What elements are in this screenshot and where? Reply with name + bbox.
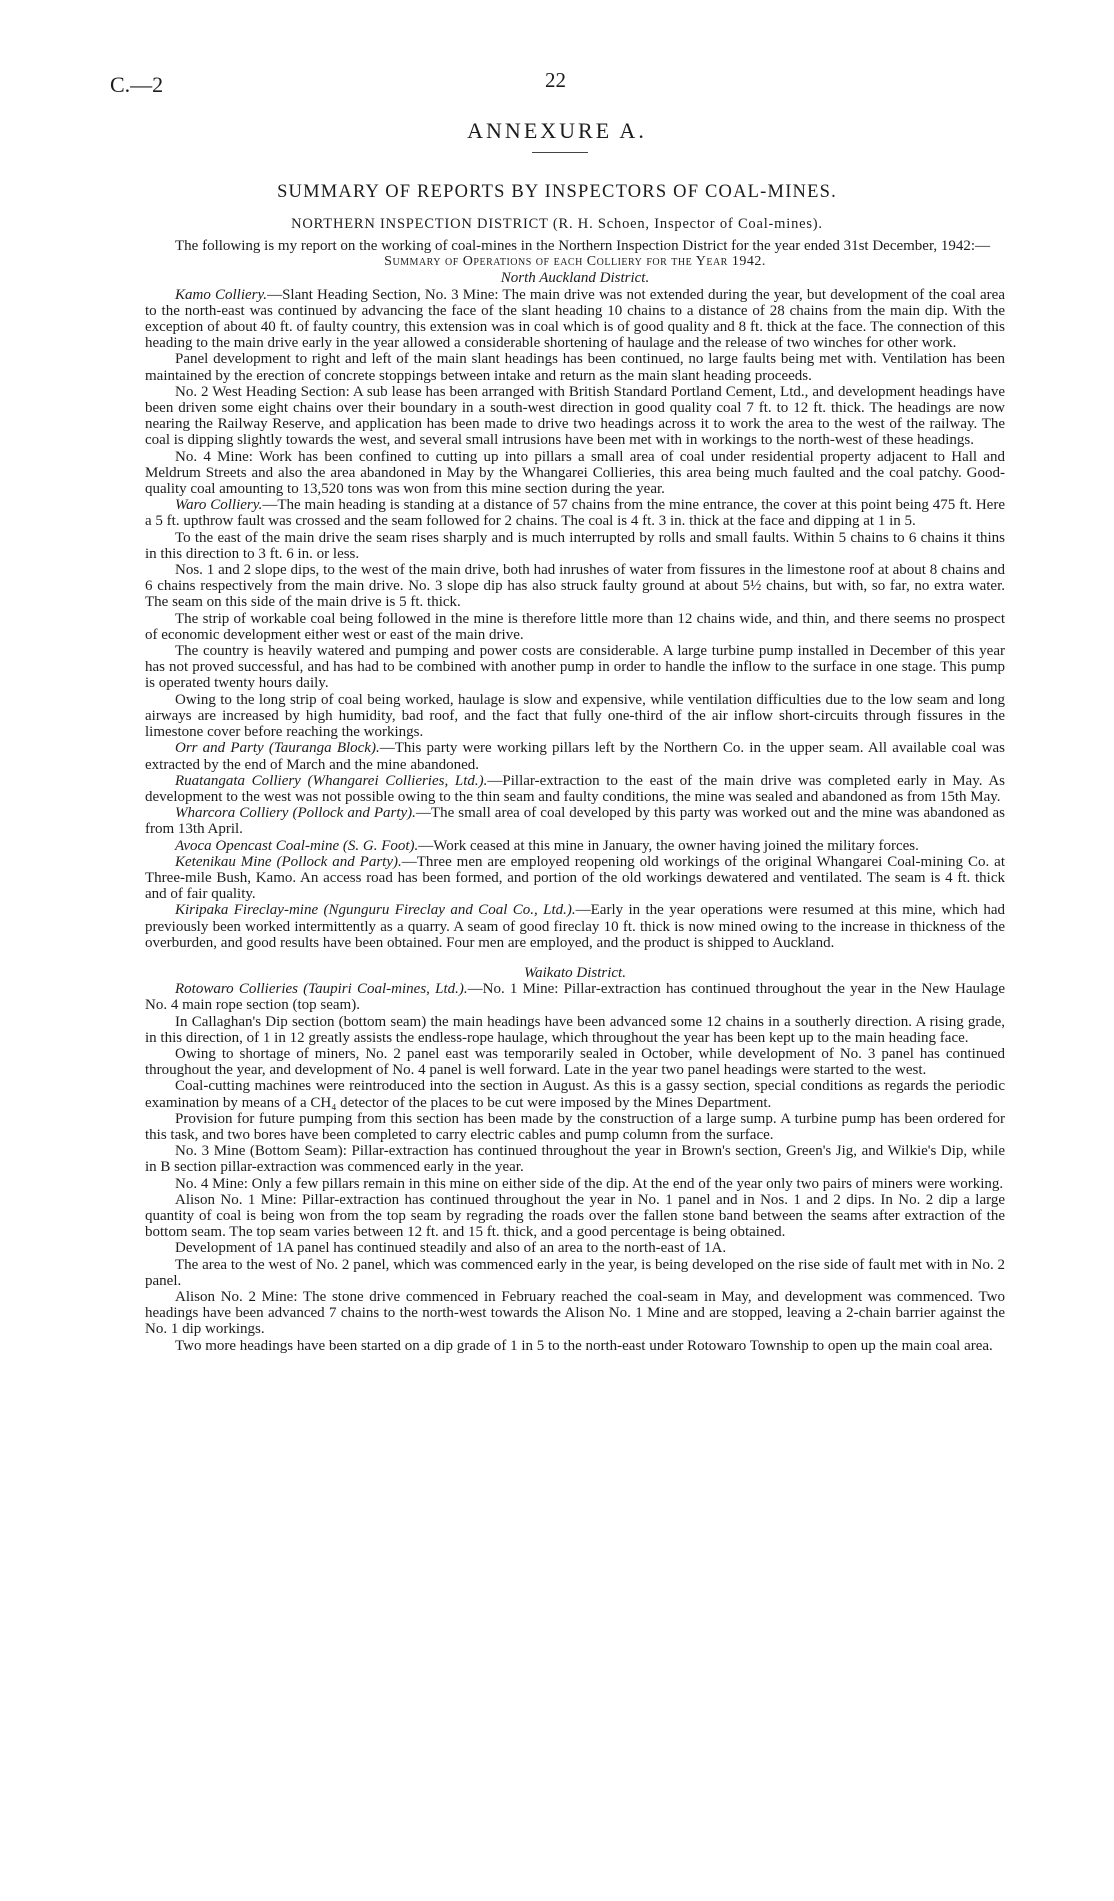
report-body (145, 238, 1005, 1354)
paragraph-text: —Three men are employed reopening old workings of the original Whangarei Coal-mining Co. at Three-mile Bush, Kamo. An access road has been formed, and portion of the old workings dewatered and ventilated. The seam is 4 ft. thick and of fair quality. (145, 853, 1005, 903)
colliery-name: Rotowaro Collieries (Taupiri Coal-mines, Ltd.). (175, 981, 468, 998)
report-paragraph (145, 1046, 1005, 1078)
intro-paragraph: The following is my report on the working of coal-mines in the Northern Inspection District for the year ended 31st December, 1942:— (175, 238, 991, 254)
document-reference: C.—2 (110, 72, 164, 97)
report-paragraph (145, 692, 1005, 741)
district-heading: NORTHERN INSPECTION DISTRICT (R. H. Schoen, Inspector of Coal-mines). (291, 216, 823, 232)
report-paragraph (145, 562, 1005, 611)
colliery-name: Waro Colliery. (175, 497, 263, 514)
report-paragraph (145, 611, 1005, 643)
report-paragraph (145, 1143, 1005, 1175)
colliery-name: Orr and Party (Tauranga Block). (175, 740, 380, 757)
paragraph-text: No. 4 Mine: Only a few pillars remain in this mine on either side of the dip. At the end of the year only two pairs of miners were working. (175, 1175, 1004, 1192)
paragraph-text: Nos. 1 and 2 slope dips, to the west of the main drive, both had inrushes of water from fissures in the limestone roof at about 8 chains and 6 chains respectively from the main drive. No. 3 slope dip has also struck faulty ground at about 5½ chains, but with, so far, no extra water. The seam on this side of the main drive is 5 ft. thick. (145, 562, 1005, 611)
colliery-name: Ruatangata Colliery (Whangarei Collieries, Ltd.). (175, 772, 488, 789)
report-paragraph (145, 1192, 1005, 1241)
report-paragraph (145, 530, 1005, 562)
waikato-section (145, 981, 1005, 1354)
paragraph-text: Alison No. 2 Mine: The stone drive commenced in February reached the coal-seam in May, and development was commenced. Two headings have been advanced 7 chains to the north-west towards the Alison No. 1 Mine and are stopped, leaving a 2-chain barrier against the No. 1 dip workings. (145, 1289, 1005, 1338)
paragraph-text: Two more headings have been started on a dip grade of 1 in 5 to the north-east under Rotowaro Township to open up the main coal area. (175, 1337, 993, 1354)
report-paragraph (145, 838, 1005, 854)
paragraph-text: No. 2 West Heading Section: A sub lease has been arranged with British Standard Portland Cement, Ltd., and development headings have been driven some eight chains over their boundary in a south-west direction in good quality coal 7 ft. to 12 ft. thick. The headings are now nearing the Railway Reserve, and application has been made to drive two headings across it to work the area to the west of the railway. The coal is dipping slightly towards the west, and several small intrusions have been met with in workings to the north-west of these headings. (145, 383, 1005, 449)
report-paragraph (145, 902, 1005, 951)
colliery-name: Ketenikau Mine (Pollock and Party). (175, 853, 402, 870)
report-paragraph (145, 854, 1005, 903)
report-paragraph (145, 1338, 1005, 1354)
report-paragraph (145, 643, 1005, 692)
report-paragraph (145, 1176, 1005, 1192)
colliery-name: Wharcora Colliery (Pollock and Party). (175, 805, 416, 822)
report-paragraph (145, 981, 1005, 1013)
north-auckland-section (145, 287, 1005, 951)
paragraph-text: To the east of the main drive the seam rises sharply and is much interrupted by rolls and small faults. Within 5 chains to 6 chains it thins in this direction to 3 ft. 6 in. or less. (145, 529, 1005, 562)
paragraph-text: Coal-cutting machines were reintroduced into the section in August. As this is a gassy section, special conditions as regards the periodic examination by means of a CH₄ detector of the places to be cut were imposed by the Mines Department. (145, 1078, 1005, 1111)
report-paragraph (145, 1289, 1005, 1338)
paragraph-text: —This party were working pillars left by the Northern Co. in the upper seam. All available coal was extracted by the end of March and the mine abandoned. (145, 740, 1005, 773)
colliery-name: Avoca Opencast Coal-mine (S. G. Foot). (175, 837, 419, 854)
report-paragraph (145, 1111, 1005, 1143)
north-auckland-heading: North Auckland District. (500, 270, 650, 287)
paragraph-text: Development of 1A panel has continued steadily and also of an area to the north-east of 1A. (175, 1240, 727, 1257)
colliery-name: Kamo Colliery. (175, 286, 268, 303)
report-paragraph (145, 1257, 1005, 1289)
operations-heading: Summary of Operations of each Colliery for the Year 1942. (384, 254, 766, 270)
paragraph-text: —Pillar-extraction to the east of the main drive was completed early in May. As development to the west was not possible owing to the thin seam and faulty conditions, the mine was sealed and abandoned as from 15th May. (145, 772, 1005, 805)
report-paragraph (145, 1014, 1005, 1046)
report-paragraph (145, 1078, 1005, 1110)
waikato-heading: Waikato District. (524, 964, 626, 981)
title-divider (532, 152, 588, 153)
paragraph-text: Panel development to right and left of the main slant headings has been continued, no large faults being met with. Ventilation has been maintained by the erection of concrete stoppings between intake and return as the main slant heading proceeds. (145, 351, 1005, 384)
paragraph-text: Owing to the long strip of coal being worked, haulage is slow and expensive, while ventilation difficulties due to the low seam and long airways are increased by high humidity, bad roof, and the fact that fully one-third of the air inflow short-circuits through fissures in the limestone cover before reaching the workings. (145, 691, 1005, 741)
paragraph-text: —Work ceased at this mine in January, the owner having joined the military forces. (418, 837, 919, 854)
report-paragraph (145, 287, 1005, 352)
report-paragraph (145, 805, 1005, 837)
report-paragraph (145, 449, 1005, 498)
paragraph-text: —The small area of coal developed by this party was worked out and the mine was abandoned as from 13th April. (145, 805, 1006, 838)
paragraph-text: —The main heading is standing at a distance of 57 chains from the mine entrance, the cover at this point being 475 ft. Here a 5 ft. upthrow fault was crossed and the seam followed for 2 chains. The coal is 4 ft. 3 in. thick at the face and dipping at 1 in 5. (145, 497, 1005, 530)
report-paragraph (145, 351, 1005, 383)
paragraph-text: —Slant Heading Section, No. 3 Mine: The main drive was not extended during the year, but development of the coal area to the north-east was continued by advancing the face of the slant heading 10 chains to a distance of 28 chains from the main dip. With the exception of about 40 ft. of faulty country, this extension was in coal which is of good quality and 8 ft. thick at the face. The connection of this heading to the main drive early in the year allowed a considerable shortening of haulage and the release of two winches for other work. (145, 286, 1005, 352)
paragraph-text: —Early in the year operations were resumed at this mine, which had previously been worked intermittently as a quarry. A seam of good fireclay 10 ft. thick is now mined owing to the increase in thickness of the overburden, and good results have been obtained. Four men are employed, and the product is shipped to Auckland. (145, 902, 1005, 951)
colliery-name: Kiripaka Fireclay-mine (Ngunguru Fireclay and Coal Co., Ltd.). (175, 902, 576, 919)
paragraph-text: Owing to shortage of miners, No. 2 panel east was temporarily sealed in October, while development of No. 3 panel has continued throughout the year, and development of No. 4 panel is well forward. Late in the year two panel headings were started to the west. (145, 1045, 1005, 1079)
report-paragraph (145, 740, 1005, 772)
paragraph-text: The area to the west of No. 2 panel, which was commenced early in the year, is being developed on the rise side of fault met with in No. 2 panel. (145, 1256, 1005, 1289)
paragraph-text: Provision for future pumping from this section has been made by the construction of a large sump. A turbine pump has been ordered for this task, and two bores have been completed to carry electric cables and pump column from the surface. (145, 1110, 1005, 1143)
paragraph-text: The country is heavily watered and pumping and power costs are considerable. A large turbine pump installed in December of this year has not proved successful, and has had to be combined with another pump in order to handle the inflow to the surface in one stage. This pump is operated twenty hours daily. (145, 643, 1005, 692)
report-paragraph (145, 773, 1005, 805)
annexure-title: ANNEXURE A. (467, 118, 647, 143)
report-paragraph (145, 384, 1005, 449)
paragraph-text: The strip of workable coal being followed in the mine is therefore little more than 12 chains wide, and thin, and there seems no prospect of economic development either west or east of the main drive. (145, 610, 1005, 643)
report-paragraph (145, 1240, 1005, 1256)
report-paragraph (145, 497, 1005, 529)
paragraph-text: —No. 1 Mine: Pillar-extraction has continued throughout the year in the New Haulage No. 4 main rope section (top seam). (145, 981, 1005, 1014)
summary-title: SUMMARY OF REPORTS BY INSPECTORS OF COAL-MINES. (277, 182, 837, 202)
page-number: 22 (545, 68, 566, 92)
paragraph-text: No. 3 Mine (Bottom Seam): Pillar-extraction has continued throughout the year in Brown's section, Green's Jig, and Wilkie's Dip, while in B section pillar-extraction was commenced early in the year. (145, 1143, 1005, 1176)
paragraph-text: In Callaghan's Dip section (bottom seam) the main headings have been advanced some 12 chains in a southerly direction. A rising grade, in this direction, of 1 in 12 greatly assists the endless-rope haulage, which throughout the year has been kept up to the main heading face. (145, 1013, 1005, 1046)
paragraph-text: No. 4 Mine: Work has been confined to cutting up into pillars a small area of coal under residential property adjacent to Hall and Meldrum Streets and also the area abandoned in May by the Whangarei Collieries, this area being much faulted and the coal patchy. Good-quality coal amounting to 13,520 tons was won from this mine section during the year. (145, 448, 1005, 498)
paragraph-text: Alison No. 1 Mine: Pillar-extraction has continued throughout the year in No. 1 panel and in Nos. 1 and 2 dips. In No. 2 dip a large quantity of coal is being won from the top seam by regrading the roads over the fallen stone band between the seams after extraction of the bottom seam. The top seam varies between 12 ft. and 15 ft. thick, and a good percentage is being obtained. (145, 1191, 1005, 1241)
